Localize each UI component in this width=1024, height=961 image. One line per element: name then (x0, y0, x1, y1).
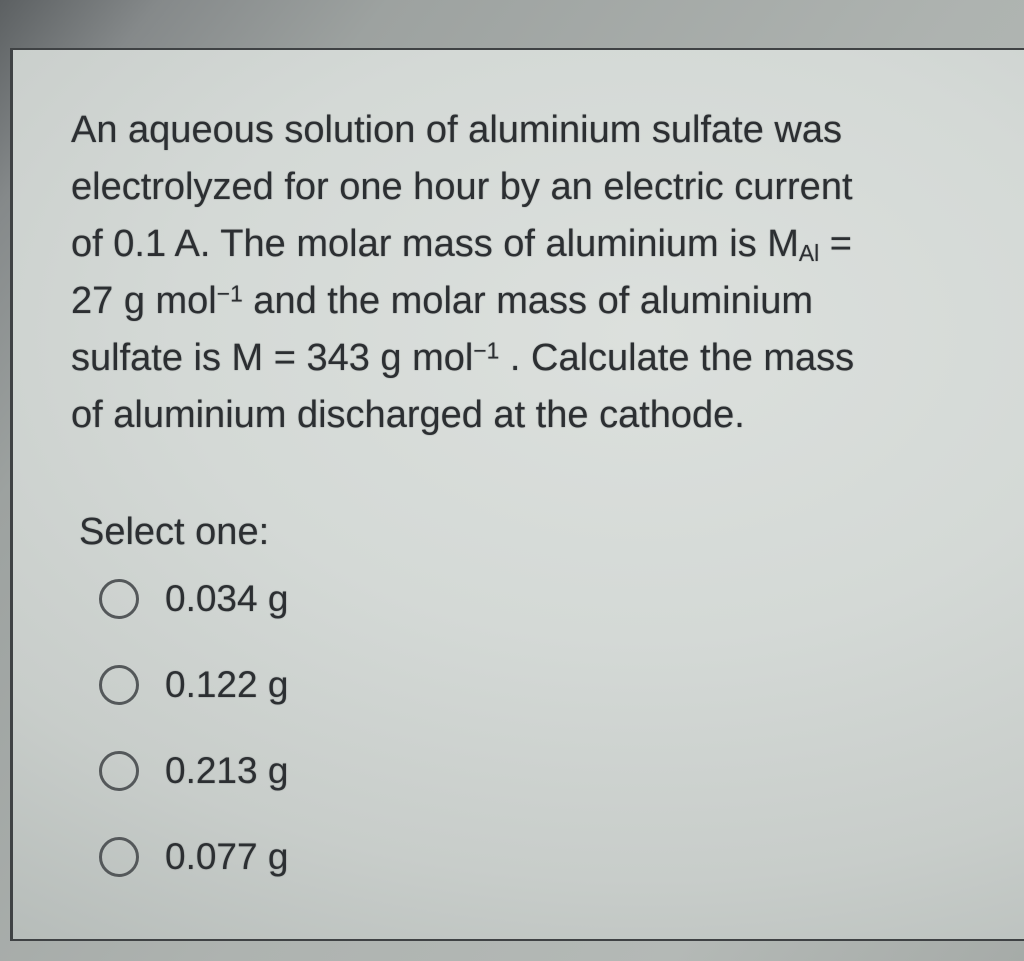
radio-button-icon[interactable] (99, 665, 139, 705)
radio-button-icon[interactable] (99, 751, 139, 791)
option-label: 0.034 g (165, 578, 289, 619)
option-label: 0.122 g (165, 664, 289, 705)
question-card (10, 48, 1024, 941)
question-text: An aqueous solution of aluminium sulfate was electrolyzed for one hour by an electric current of 0.1 A. The molar mass of aluminium is $M_{Al}$ = 27 g mol$^{-1}$ and the molar mass of aluminium sulfate is M = 343 g mol$^{-1}$ . Calculate the mass of aluminium discharged at the cathode. (71, 109, 855, 436)
answer-options (71, 576, 1000, 880)
answer-option-2[interactable] (99, 662, 1000, 708)
select-one-prompt: Select one: (79, 511, 270, 553)
option-label: 0.077 g (165, 836, 289, 877)
answer-option-3[interactable] (99, 748, 1000, 794)
option-label: 0.213 g (165, 750, 289, 791)
radio-button-icon[interactable] (99, 579, 139, 619)
answer-option-1[interactable] (99, 576, 1000, 622)
radio-button-icon[interactable] (99, 837, 139, 877)
answer-option-4[interactable] (99, 834, 1000, 880)
